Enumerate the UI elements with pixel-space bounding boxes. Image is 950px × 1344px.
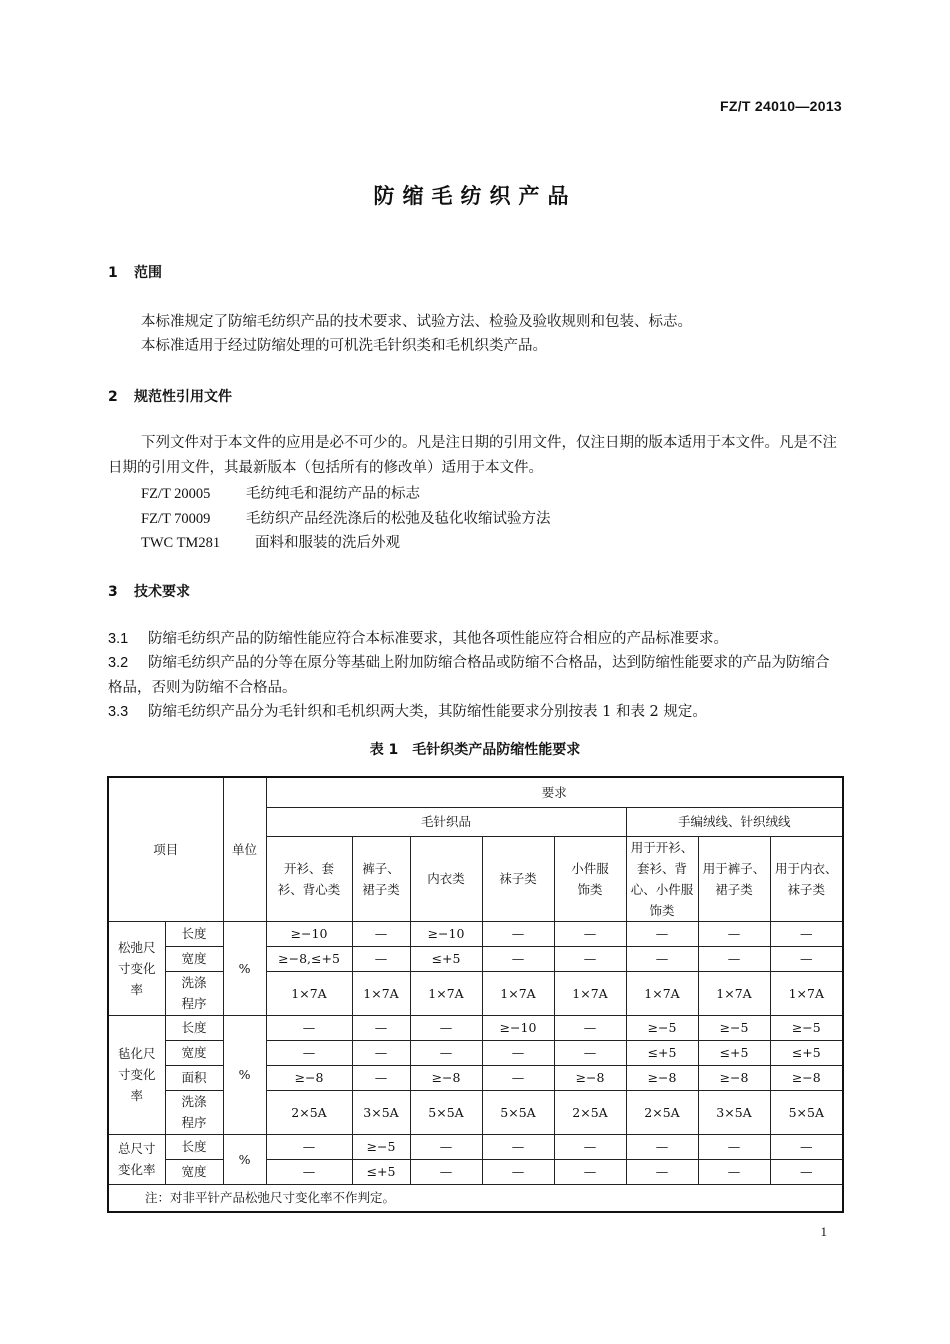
cell: ≤+5 xyxy=(770,1040,843,1065)
clause-text: 防缩毛纺织产品的分等在原分等基础上附加防缩合格品或防缩不合格品，达到防缩性能要求的产品为防缩合格品，否则为防缩不合格品。 xyxy=(108,655,830,696)
clause-3-1 xyxy=(108,627,843,652)
cell: ≥−8 xyxy=(626,1065,698,1090)
cell: — xyxy=(352,1015,410,1040)
cell: ≥−8 xyxy=(554,1065,626,1090)
cell: — xyxy=(626,921,698,946)
cell: 1×7A xyxy=(554,971,626,1015)
column-header: 内衣类 xyxy=(410,836,482,921)
table-row xyxy=(108,1040,843,1065)
row-label: 宽度 xyxy=(165,1159,223,1184)
cell: — xyxy=(410,1015,482,1040)
cell: — xyxy=(626,1134,698,1159)
cell: — xyxy=(698,921,770,946)
ref-item xyxy=(141,531,400,552)
cell: 5×5A xyxy=(482,1090,554,1134)
header-group-knitwear: 毛针织品 xyxy=(266,807,626,836)
cell: 1×7A xyxy=(770,971,843,1015)
ref-item xyxy=(141,507,551,528)
cell: — xyxy=(626,1159,698,1184)
cell: 1×7A xyxy=(698,971,770,1015)
section-heading-2 xyxy=(108,386,232,406)
row-group-label: 总尺寸变化率 xyxy=(108,1134,165,1184)
column-header: 用于开衫、套衫、背心、小件服饰类 xyxy=(626,836,698,921)
table-row xyxy=(108,971,843,1015)
clause-number: 3.3 xyxy=(108,704,129,720)
clause-3-2 xyxy=(108,651,843,700)
cell: — xyxy=(698,1134,770,1159)
table-row xyxy=(108,1065,843,1090)
cell: ≥−5 xyxy=(770,1015,843,1040)
clause-text: 防缩毛纺织产品的防缩性能应符合本标准要求，其他各项性能应符合相应的产品标准要求。 xyxy=(148,631,728,647)
cell: 2×5A xyxy=(626,1090,698,1134)
cell: — xyxy=(266,1159,352,1184)
table-row xyxy=(108,1134,843,1159)
column-header: 裤子、裙子类 xyxy=(352,836,410,921)
ref-code: TWC TM281 xyxy=(141,535,221,551)
column-header: 小件服饰类 xyxy=(554,836,626,921)
ref-title: 面料和服装的洗后外观 xyxy=(255,535,400,551)
cell: ≥−8 xyxy=(266,1065,352,1090)
cell: ≥−8 xyxy=(770,1065,843,1090)
column-header: 用于裤子、裙子类 xyxy=(698,836,770,921)
cell: — xyxy=(698,1159,770,1184)
row-label: 长度 xyxy=(165,1015,223,1040)
table-row xyxy=(108,1015,843,1040)
row-label: 面积 xyxy=(165,1065,223,1090)
cell: ≥−8 xyxy=(698,1065,770,1090)
cell: — xyxy=(482,1065,554,1090)
cell: ≤+5 xyxy=(626,1040,698,1065)
ref-code: FZ/T 20005 xyxy=(141,486,211,502)
cell: ≥−8 xyxy=(410,1065,482,1090)
cell: — xyxy=(554,921,626,946)
cell: — xyxy=(554,1159,626,1184)
table-caption: 表 1 毛针织类产品防缩性能要求 xyxy=(369,742,581,758)
ref-title: 毛纺纯毛和混纺产品的标志 xyxy=(246,486,420,502)
row-label: 长度 xyxy=(165,921,223,946)
section-number: 2 xyxy=(108,389,118,405)
cell: — xyxy=(352,1040,410,1065)
ref-code: FZ/T 70009 xyxy=(141,511,211,527)
section-title: 范围 xyxy=(134,265,162,281)
cell: — xyxy=(352,946,410,971)
cell: 3×5A xyxy=(698,1090,770,1134)
cell: — xyxy=(482,1040,554,1065)
table-row xyxy=(108,946,843,971)
cell: — xyxy=(410,1159,482,1184)
cell: — xyxy=(352,1065,410,1090)
cell: — xyxy=(352,921,410,946)
row-unit: % xyxy=(223,921,266,1015)
header-requirements: 要求 xyxy=(266,777,843,807)
row-label: 长度 xyxy=(165,1134,223,1159)
row-unit: % xyxy=(223,1134,266,1184)
cell: ≥−10 xyxy=(266,921,352,946)
column-header: 用于内衣、袜子类 xyxy=(770,836,843,921)
cell: 1×7A xyxy=(626,971,698,1015)
cell: 5×5A xyxy=(410,1090,482,1134)
section-number: 3 xyxy=(108,584,118,600)
cell: — xyxy=(482,1134,554,1159)
cell: — xyxy=(266,1015,352,1040)
cell: — xyxy=(554,1040,626,1065)
requirements-table xyxy=(107,776,844,1213)
cell: 1×7A xyxy=(352,971,410,1015)
header-unit: 单位 xyxy=(223,777,266,921)
section-heading-1 xyxy=(108,262,162,282)
cell: 1×7A xyxy=(410,971,482,1015)
refs-intro: 下列文件对于本文件的应用是必不可少的。凡是注日期的引用文件，仅注日期的版本适用于本文件。凡是不注日期的引用文件，其最新版本（包括所有的修改单）适用于本文件。 xyxy=(108,435,837,476)
cell: — xyxy=(410,1134,482,1159)
row-label: 洗涤程序 xyxy=(165,971,223,1015)
cell: — xyxy=(410,1040,482,1065)
ref-title: 毛纺织产品经洗涤后的松弛及毡化收缩试验方法 xyxy=(246,511,551,527)
clause-text: 防缩毛纺织产品分为毛针织和毛机织两大类，其防缩性能要求分别按表 1 和表 2 规定。 xyxy=(148,704,707,720)
cell: — xyxy=(482,1159,554,1184)
cell: — xyxy=(626,946,698,971)
cell: ≥−8,≤+5 xyxy=(266,946,352,971)
scope-paragraph-2: 本标准适用于经过防缩处理的可机洗毛针织类和毛机织类产品。 xyxy=(141,338,547,354)
column-header: 袜子类 xyxy=(482,836,554,921)
cell: ≤+5 xyxy=(698,1040,770,1065)
cell: ≤+5 xyxy=(352,1159,410,1184)
column-header: 开衫、套衫、背心类 xyxy=(266,836,352,921)
cell: ≥−5 xyxy=(352,1134,410,1159)
cell: 2×5A xyxy=(266,1090,352,1134)
cell: — xyxy=(266,1134,352,1159)
header-group-yarn: 手编绒线、针织绒线 xyxy=(626,807,843,836)
cell: 5×5A xyxy=(770,1090,843,1134)
clause-number: 3.2 xyxy=(108,655,129,671)
table-note: 注：对非平针产品松弛尺寸变化率不作判定。 xyxy=(108,1184,843,1212)
cell: ≥−10 xyxy=(482,1015,554,1040)
table-row xyxy=(108,921,843,946)
scope-paragraph-1: 本标准规定了防缩毛纺织产品的技术要求、试验方法、检验及验收规则和包装、标志。 xyxy=(141,314,692,330)
cell: — xyxy=(554,946,626,971)
row-label: 洗涤程序 xyxy=(165,1090,223,1134)
standard-code: FZ/T 24010—2013 xyxy=(719,98,842,114)
section-title: 技术要求 xyxy=(134,584,190,600)
cell: 1×7A xyxy=(266,971,352,1015)
section-heading-3 xyxy=(108,581,190,601)
row-unit: % xyxy=(223,1015,266,1134)
cell: — xyxy=(770,946,843,971)
clause-number: 3.1 xyxy=(108,631,129,647)
cell: — xyxy=(770,1134,843,1159)
cell: — xyxy=(554,1134,626,1159)
cell: ≤+5 xyxy=(410,946,482,971)
cell: ≥−5 xyxy=(626,1015,698,1040)
document-title: 防缩毛纺织产品 xyxy=(373,184,577,208)
section-title: 规范性引用文件 xyxy=(134,389,232,405)
row-label: 宽度 xyxy=(165,1040,223,1065)
cell: 1×7A xyxy=(482,971,554,1015)
section-number: 1 xyxy=(108,265,118,281)
cell: — xyxy=(770,921,843,946)
row-label: 宽度 xyxy=(165,946,223,971)
cell: 2×5A xyxy=(554,1090,626,1134)
cell: — xyxy=(770,1159,843,1184)
cell: 3×5A xyxy=(352,1090,410,1134)
cell: — xyxy=(554,1015,626,1040)
table-row xyxy=(108,1090,843,1134)
cell: — xyxy=(266,1040,352,1065)
page-number: 1 xyxy=(820,1224,827,1239)
cell: — xyxy=(482,946,554,971)
cell: — xyxy=(698,946,770,971)
cell: ≥−10 xyxy=(410,921,482,946)
cell: ≥−5 xyxy=(698,1015,770,1040)
clause-3-3 xyxy=(108,700,843,725)
row-group-label: 毡化尺寸变化率 xyxy=(108,1015,165,1134)
row-group-label: 松弛尺寸变化率 xyxy=(108,921,165,1015)
header-item: 项目 xyxy=(108,777,223,921)
ref-item xyxy=(141,482,420,503)
table-row xyxy=(108,1159,843,1184)
cell: — xyxy=(482,921,554,946)
